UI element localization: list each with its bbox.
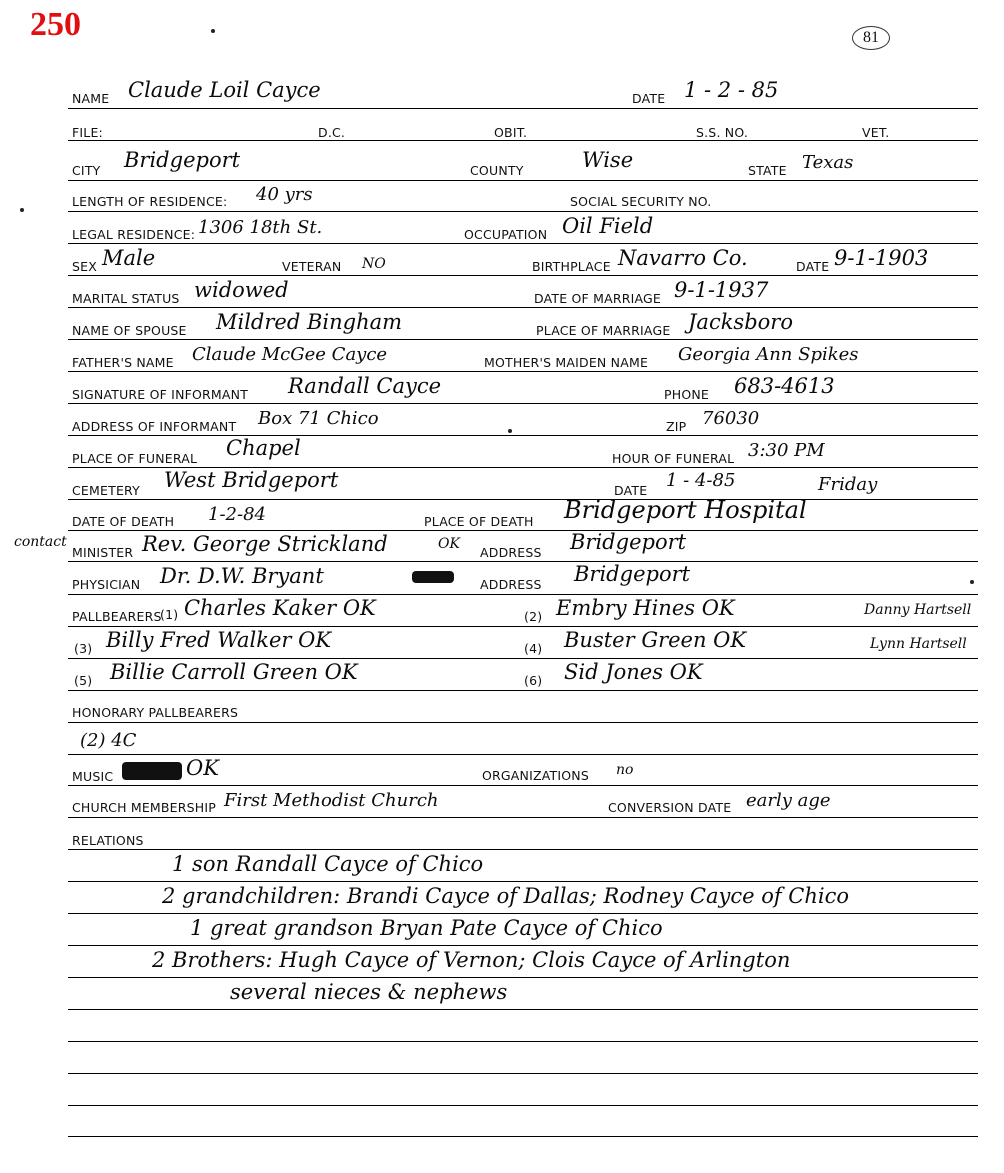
value-legal-residence[interactable]: 1306 18th St. — [198, 217, 323, 238]
speck — [20, 208, 24, 212]
label-file: FILE: — [72, 125, 103, 140]
relation-line[interactable]: 2 grandchildren: Brandi Cayce of Dallas; Rodney Cayce of Chico — [162, 884, 850, 908]
label-vet: VET. — [862, 125, 890, 140]
label-father: FATHER'S NAME — [72, 355, 174, 370]
value-church-membership[interactable]: First Methodist Church — [224, 790, 439, 811]
value-pb6[interactable]: Sid Jones OK — [564, 660, 703, 684]
value-signature-informant[interactable]: Randall Cayce — [288, 374, 442, 398]
value-city[interactable]: Bridgeport — [124, 148, 241, 172]
value-state[interactable]: Texas — [802, 152, 854, 173]
label-county: COUNTY — [470, 163, 524, 178]
label-date-of-marriage: DATE OF MARRIAGE — [534, 291, 662, 306]
value-sex[interactable]: Male — [102, 246, 156, 270]
value-honorary-pallbearers[interactable]: (2) 4C — [80, 730, 137, 751]
value-address-informant[interactable]: Box 71 Chico — [258, 408, 379, 429]
ink-blot — [412, 571, 454, 583]
label-hour-funeral: HOUR OF FUNERAL — [612, 451, 735, 466]
label-conversion-date: CONVERSION DATE — [608, 800, 732, 815]
value-birthplace[interactable]: Navarro Co. — [618, 246, 748, 270]
label-marital-status: MARITAL STATUS — [72, 291, 180, 306]
value-organizations[interactable]: no — [616, 762, 634, 778]
label-signature-informant: SIGNATURE OF INFORMANT — [72, 387, 249, 402]
label-name: NAME — [72, 91, 110, 106]
label-obit: OBIT. — [494, 125, 528, 140]
label-mother: MOTHER'S MAIDEN NAME — [484, 355, 649, 370]
speck — [970, 580, 974, 584]
value-date[interactable]: 1 - 2 - 85 — [684, 78, 779, 102]
value-music[interactable]: OK — [186, 756, 219, 780]
label-physician-address: ADDRESS — [480, 577, 542, 592]
value-minister-ok: OK — [438, 536, 460, 552]
relation-line[interactable]: 1 great grandson Bryan Pate Cayce of Chico — [190, 916, 663, 940]
label-date: DATE — [632, 91, 666, 106]
label-cemetery: CEMETERY — [72, 483, 140, 498]
label-sex: SEX — [72, 259, 97, 274]
label-length-residence: LENGTH OF RESIDENCE: — [72, 194, 228, 209]
relation-line[interactable]: 1 son Randall Cayce of Chico — [172, 852, 484, 876]
value-cemetery[interactable]: West Bridgeport — [164, 468, 339, 492]
label-music: MUSIC — [72, 769, 114, 784]
value-county[interactable]: Wise — [582, 148, 634, 172]
label-church-membership: CHURCH MEMBERSHIP — [72, 800, 217, 815]
value-physician[interactable]: Dr. D.W. Bryant — [160, 564, 324, 588]
label-pb4: (4) — [524, 641, 543, 656]
label-pb2: (2) — [524, 609, 543, 624]
value-father[interactable]: Claude McGee Cayce — [192, 344, 388, 365]
label-place-of-marriage: PLACE OF MARRIAGE — [536, 323, 671, 338]
relation-line[interactable]: several nieces & nephews — [230, 980, 508, 1004]
value-pb4[interactable]: Buster Green OK — [564, 628, 747, 652]
value-place-of-marriage[interactable]: Jacksboro — [688, 310, 793, 334]
label-organizations: ORGANIZATIONS — [482, 768, 589, 783]
value-cemetery-date[interactable]: 1 - 4-85 — [666, 470, 736, 491]
value-phone[interactable]: 683-4613 — [734, 374, 835, 398]
value-hour-funeral[interactable]: 3:30 PM — [748, 440, 825, 461]
value-place-funeral[interactable]: Chapel — [226, 436, 301, 460]
circled-number: 81 — [852, 26, 890, 50]
label-phone: PHONE — [664, 387, 710, 402]
label-place-funeral: PLACE OF FUNERAL — [72, 451, 198, 466]
label-veteran: VETERAN — [282, 259, 342, 274]
value-mother[interactable]: Georgia Ann Spikes — [678, 344, 859, 365]
value-marital-status[interactable]: widowed — [194, 278, 289, 302]
label-pb6: (6) — [524, 673, 543, 688]
label-place-of-death: PLACE OF DEATH — [424, 514, 534, 529]
label-relations: RELATIONS — [72, 833, 144, 848]
value-pb2-note[interactable]: Danny Hartsell — [864, 602, 972, 618]
label-dc: D.C. — [318, 125, 346, 140]
value-pb4-note[interactable]: Lynn Hartsell — [870, 636, 967, 652]
label-occupation: OCCUPATION — [464, 227, 548, 242]
label-pb1: (1) — [160, 607, 179, 622]
label-birth-date: DATE — [796, 259, 830, 274]
value-spouse[interactable]: Mildred Bingham — [216, 310, 403, 334]
speck — [508, 429, 512, 433]
value-physician-address[interactable]: Bridgeport — [574, 562, 691, 586]
value-place-of-death[interactable]: Bridgeport Hospital — [564, 496, 807, 524]
relation-line[interactable]: 2 Brothers: Hugh Cayce of Vernon; Clois Cayce of Arlington — [152, 948, 791, 972]
label-pb3: (3) — [74, 641, 93, 656]
value-name[interactable]: Claude Loil Cayce — [128, 78, 321, 102]
label-city: CITY — [72, 163, 101, 178]
ink-blot — [122, 762, 182, 780]
label-pb5: (5) — [74, 673, 93, 688]
speck — [211, 29, 215, 33]
value-pb1[interactable]: Charles Kaker OK — [184, 596, 376, 620]
value-pb5[interactable]: Billie Carroll Green OK — [110, 660, 358, 684]
label-cemetery-date: DATE — [614, 483, 648, 498]
value-minister-address[interactable]: Bridgeport — [570, 530, 687, 554]
value-veteran[interactable]: NO — [362, 256, 386, 272]
label-birthplace: BIRTHPLACE — [532, 259, 611, 274]
value-date-of-death[interactable]: 1-2-84 — [208, 504, 266, 525]
value-cemetery-day[interactable]: Friday — [818, 474, 878, 495]
value-zip[interactable]: 76030 — [702, 408, 760, 429]
value-minister[interactable]: Rev. George Strickland — [142, 532, 388, 556]
label-state: STATE — [748, 163, 787, 178]
label-zip: ZIP — [666, 419, 687, 434]
label-spouse: NAME OF SPOUSE — [72, 323, 187, 338]
margin-note: contact — [14, 534, 67, 550]
value-pb2[interactable]: Embry Hines OK — [556, 596, 735, 620]
value-date-of-marriage[interactable]: 9-1-1937 — [674, 278, 769, 302]
label-date-of-death: DATE OF DEATH — [72, 514, 175, 529]
label-honorary-pallbearers: HONORARY PALLBEARERS — [72, 705, 239, 720]
label-legal-residence: LEGAL RESIDENCE: — [72, 227, 196, 242]
label-physician: PHYSICIAN — [72, 577, 141, 592]
value-pb3[interactable]: Billy Fred Walker OK — [106, 628, 332, 652]
value-conversion-date[interactable]: early age — [746, 790, 831, 811]
label-ssno: S.S. NO. — [696, 125, 749, 140]
label-minister-address: ADDRESS — [480, 545, 542, 560]
label-pallbearers: PALLBEARERS — [72, 609, 162, 624]
label-minister: MINISTER — [72, 545, 134, 560]
value-length-residence[interactable]: 40 yrs — [256, 184, 313, 205]
value-birth-date[interactable]: 9-1-1903 — [834, 246, 929, 270]
label-social-security: SOCIAL SECURITY NO. — [570, 194, 712, 209]
value-occupation[interactable]: Oil Field — [562, 214, 654, 238]
page-number: 250 — [30, 6, 81, 43]
label-address-informant: ADDRESS OF INFORMANT — [72, 419, 237, 434]
